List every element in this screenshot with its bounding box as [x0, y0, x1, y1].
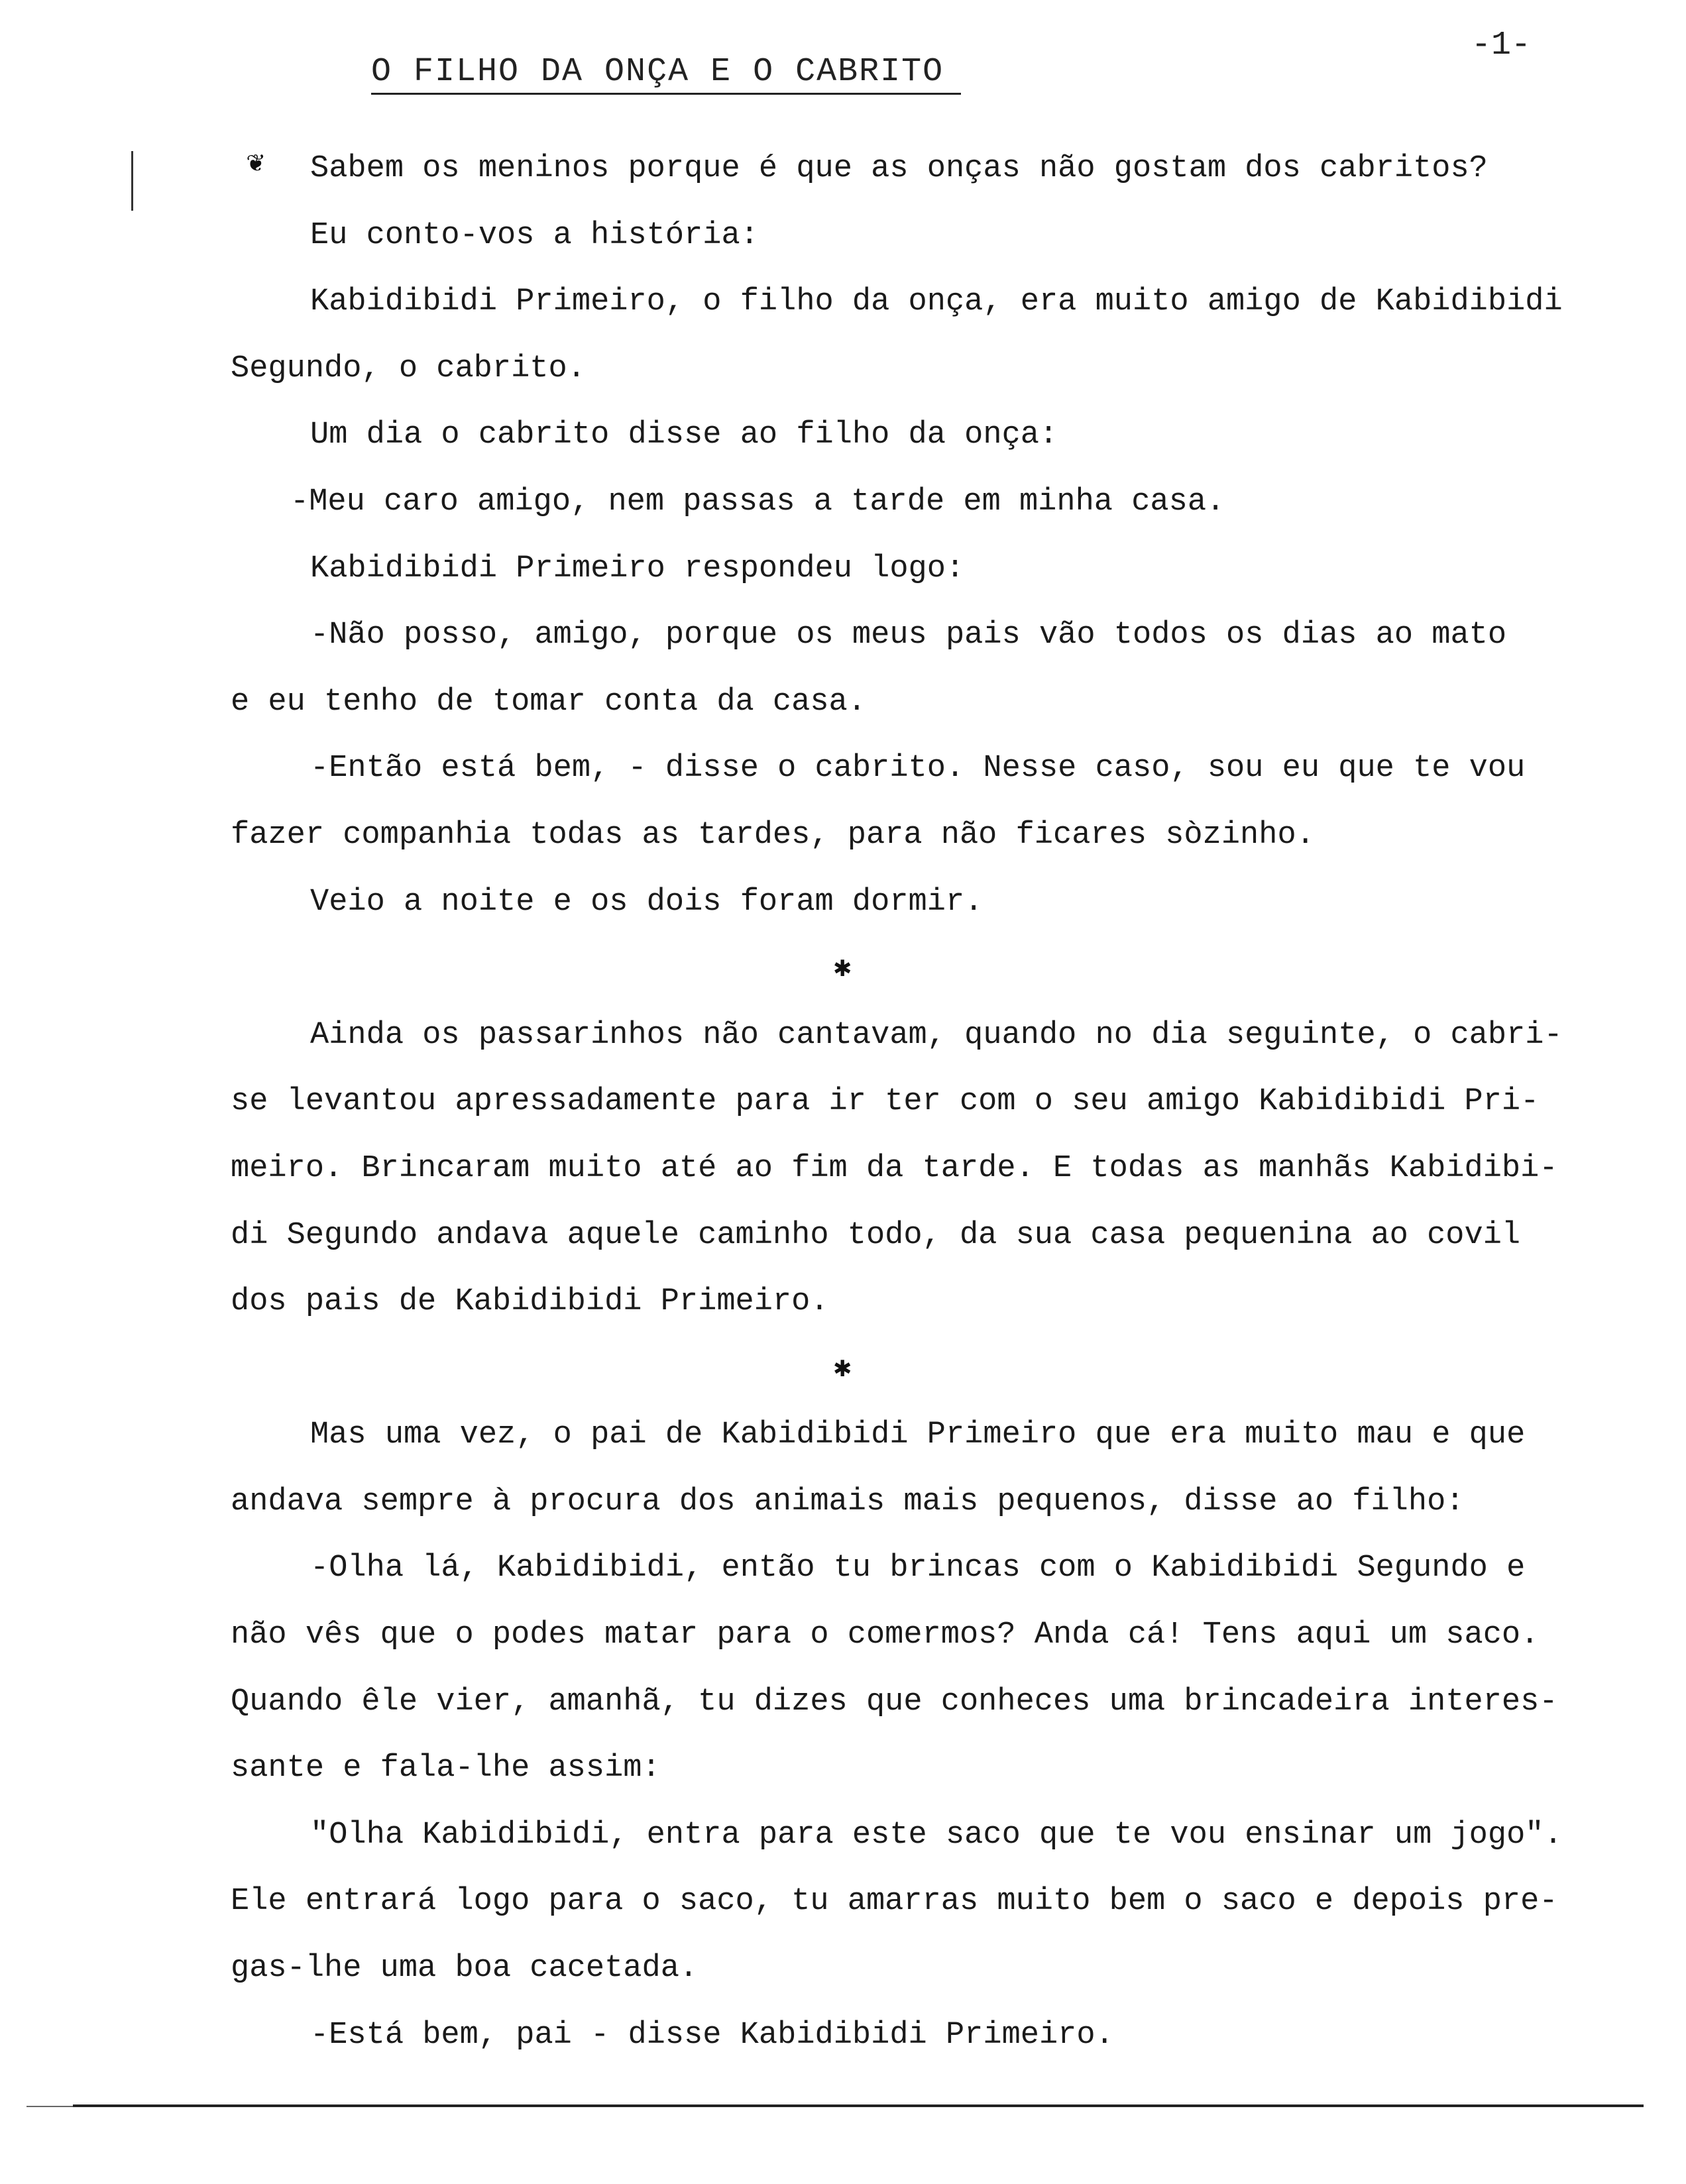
- text-line: fazer companhia todas as tardes, para não ficares sòzinho.: [231, 817, 1315, 853]
- text-line: gas-lhe uma boa cacetada.: [231, 1951, 699, 1987]
- text-line: Um dia o cabrito disse ao filho da onça:: [310, 417, 1058, 453]
- text-line: Mas uma vez, o pai de Kabidibidi Primeiro que era muito mau e que: [310, 1417, 1526, 1453]
- text-line: Quando êle vier, amanhã, tu dizes que conheces uma brincadeira interes-: [231, 1684, 1558, 1720]
- text-line: dos pais de Kabidibidi Primeiro.: [231, 1284, 829, 1320]
- margin-mark: [131, 151, 133, 211]
- text-line: meiro. Brincaram muito até ao fim da tarde. E todas as manhãs Kabidibi-: [231, 1150, 1558, 1186]
- text-line: se levantou apressadamente para ir ter com o seu amigo Kabidibidi Pri-: [231, 1084, 1540, 1120]
- text-line: Kabidibidi Primeiro, o filho da onça, era muito amigo de Kabidibidi: [310, 284, 1563, 320]
- text-line: Eu conto-vos a história:: [310, 217, 759, 253]
- text-line: Kabidibidi Primeiro respondeu logo:: [310, 551, 965, 586]
- section-separator-icon: ✱: [834, 952, 852, 986]
- text-line: "Olha Kabidibidi, entra para este saco que te vou ensinar um jogo".: [310, 1817, 1563, 1853]
- text-line: Ainda os passarinhos não cantavam, quando no dia seguinte, o cabri-: [310, 1017, 1563, 1053]
- text-line: Segundo, o cabrito.: [231, 351, 586, 386]
- text-line: e eu tenho de tomar conta da casa.: [231, 684, 866, 720]
- text-line: -Está bem, pai - disse Kabidibidi Primeiro.: [310, 2017, 1114, 2053]
- text-line: não vês que o podes matar para o comermos? Anda cá! Tens aqui um saco.: [231, 1617, 1540, 1653]
- text-line: Ele entrará logo para o saco, tu amarras muito bem o saco e depois pre-: [231, 1884, 1558, 1920]
- bottom-rule: [73, 2104, 1644, 2107]
- text-line: andava sempre à procura dos animais mais pequenos, disse ao filho:: [231, 1484, 1465, 1519]
- text-line: -Olha lá, Kabidibidi, então tu brincas com o Kabidibidi Segundo e: [310, 1551, 1526, 1586]
- page-title: O FILHO DA ONÇA E O CABRITO: [371, 53, 944, 91]
- text-line: Sabem os meninos porque é que as onças não gostam dos cabritos?: [310, 151, 1488, 186]
- bottom-rule-fade: [27, 2106, 73, 2107]
- text-line: -Então está bem, - disse o cabrito. Nesse caso, sou eu que te vou: [310, 751, 1526, 787]
- text-line: -Não posso, amigo, porque os meus pais vão todos os dias ao mato: [310, 618, 1507, 653]
- text-line: sante e fala-lhe assim:: [231, 1751, 661, 1786]
- title-underline: [371, 93, 961, 95]
- story-body: [231, 136, 1675, 2069]
- page-number: -1-: [1471, 27, 1532, 64]
- text-line: -Meu caro amigo, nem passas a tarde em minha casa.: [290, 484, 1225, 519]
- paragraph-bullet-icon: ❦: [247, 147, 264, 180]
- text-line: di Segundo andava aquele caminho todo, da sua casa pequenina ao covil: [231, 1217, 1521, 1253]
- section-separator-icon: ✱: [834, 1352, 852, 1386]
- text-line: Veio a noite e os dois foram dormir.: [310, 884, 984, 920]
